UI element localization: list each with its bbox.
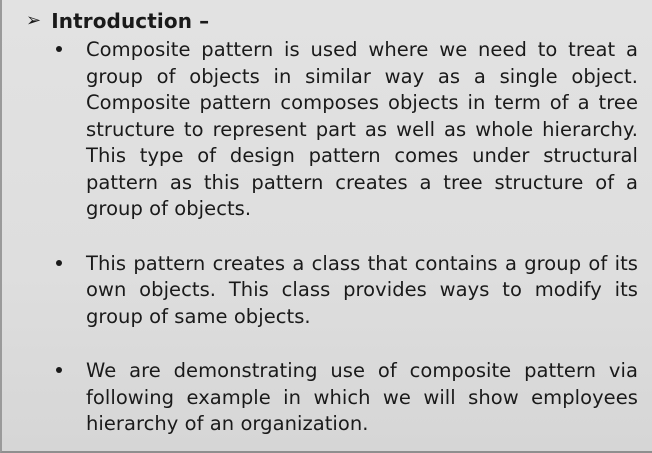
bullet-list bbox=[52, 37, 638, 453]
heading-title: Introduction – bbox=[51, 9, 210, 33]
list-item bbox=[52, 251, 638, 331]
list-item bbox=[52, 37, 638, 223]
bullet-text: This pattern creates a class that contains a group of its own objects. This class provides ways to modify its group of same objects. bbox=[86, 251, 638, 328]
bullet-icon bbox=[56, 367, 62, 373]
bullet-icon bbox=[56, 260, 62, 266]
bullet-text: Composite pattern is used where we need to treat a group of objects in similar way as a single object. Composite pattern composes objects in term of a tree structure to represent part as well as whole hierarchy. This type of design pattern comes under structural pattern as this pattern creates a tree structure of a group of objects. bbox=[86, 38, 638, 220]
bullet-text: We are demonstrating use of composite pattern via following example in which we will show employees hierarchy of an organization. bbox=[86, 359, 638, 435]
section-heading bbox=[26, 9, 209, 33]
arrow-right-icon: ➢ bbox=[26, 10, 42, 31]
bullet-icon bbox=[56, 46, 62, 52]
list-item bbox=[52, 358, 638, 438]
